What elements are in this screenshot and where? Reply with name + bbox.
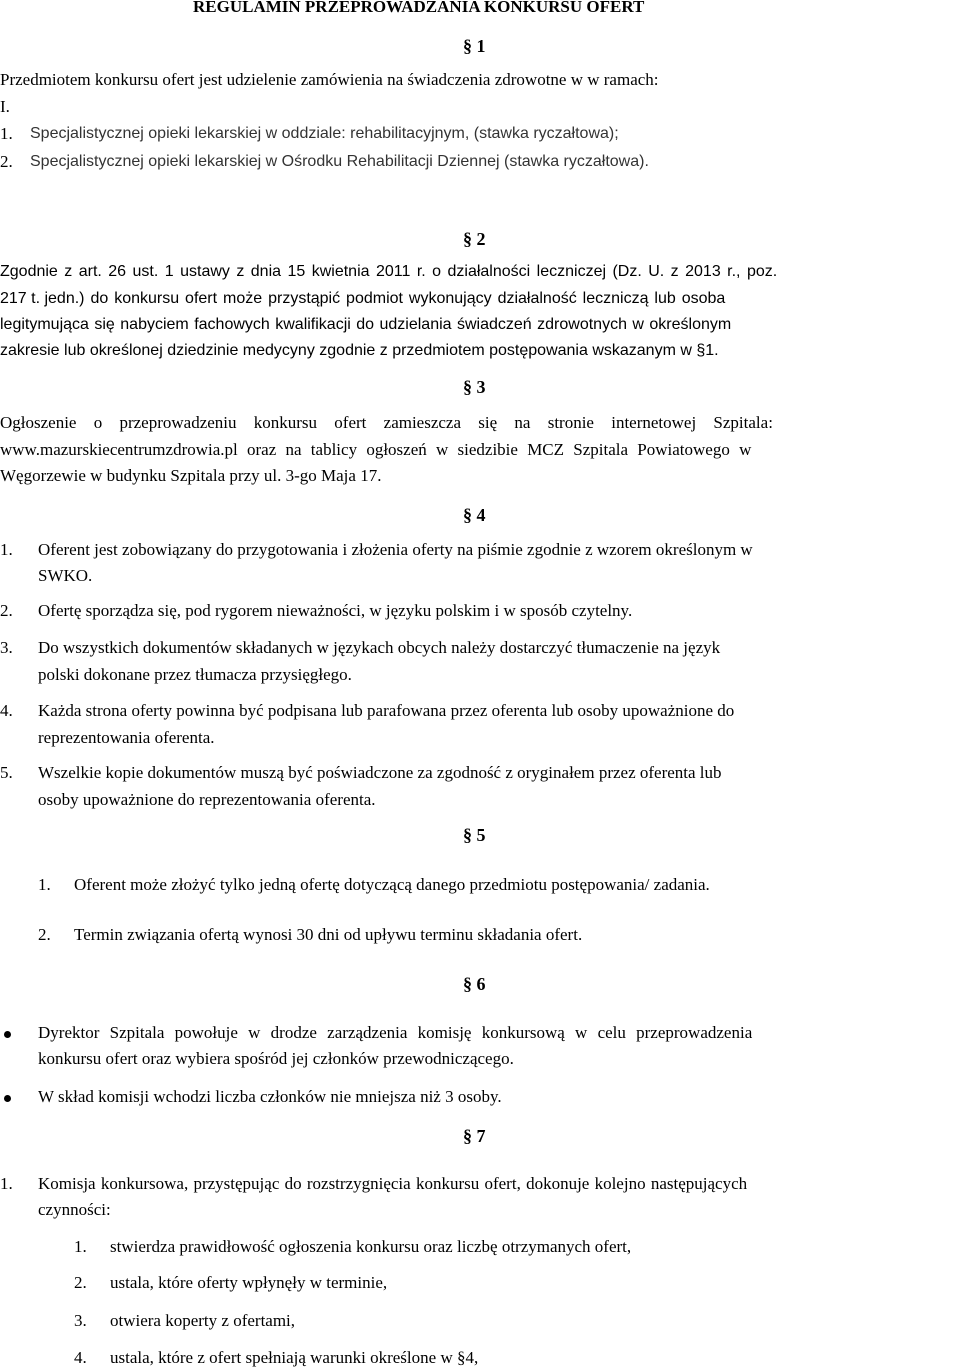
section-3-line: www.mazurskiecentrumzdrowia.pl oraz na tablicy ogłoszeń w siedzibie MCZ Szpitala Powiatowego w bbox=[0, 440, 752, 459]
section-2-citation: 217 t. jedn. bbox=[0, 290, 80, 307]
section-1-heading: § 1 bbox=[463, 36, 486, 56]
section-1-item: Specjalistycznej opieki lekarskiej w Ośrodku Rehabilitacji Dziennej (stawka ryczałtowa). bbox=[30, 153, 649, 170]
section-4-item: Wszelkie kopie dokumentów muszą być poświadczone za zgodność z oryginałem przez oferenta lub bbox=[38, 763, 722, 782]
section-7-intro: Komisja konkursowa, przystępując do rozstrzygnięcia konkursu ofert, dokonuje kolejno następujących bbox=[38, 1174, 748, 1193]
section-1-item: Specjalistycznej opieki lekarskiej w oddziale: rehabilitacyjnym, (stawka ryczałtowa); bbox=[30, 125, 619, 142]
section-4-item-num: 4. bbox=[0, 701, 13, 720]
section-2-line bbox=[0, 289, 725, 309]
section-7-intro-num: 1. bbox=[0, 1174, 13, 1193]
section-6-bullet-line: konkursu ofert oraz wybiera spośród jej członków przewodniczącego. bbox=[38, 1049, 514, 1068]
section-4-item: osoby upoważnione do reprezentowania oferenta. bbox=[38, 790, 376, 809]
section-2-line: Zgodnie z art. 26 ust. 1 ustawy z dnia 15 kwietnia 2011 r. o działalności leczniczej (Dz. U. z 2013 r., poz. bbox=[0, 263, 778, 280]
section-2-line: zakresie lub określonej dziedzinie medycyny zgodnie z przedmiotem postępowania wskazanym w §1. bbox=[0, 342, 719, 359]
section-7-item: stwierdza prawidłowość ogłoszenia konkursu oraz liczbę otrzymanych ofert, bbox=[110, 1237, 632, 1256]
section-4-heading: § 4 bbox=[463, 505, 486, 525]
section-5-item-num: 2. bbox=[38, 925, 51, 944]
section-7-item: ustala, które oferty wpłynęły w terminie, bbox=[110, 1273, 388, 1292]
section-3-line: Ogłoszenie o przeprowadzeniu konkursu ofert zamieszcza się na stronie internetowej Szpitala: bbox=[0, 413, 773, 432]
section-1-item-num: 1. bbox=[0, 124, 13, 143]
section-5-item: Termin związania ofertą wynosi 30 dni od upływu terminu składania ofert. bbox=[74, 925, 583, 944]
section-4-item: Do wszystkich dokumentów składanych w językach obcych należy dostarczyć tłumaczenie na język bbox=[38, 638, 721, 657]
section-7-item-num: 2. bbox=[74, 1273, 87, 1292]
section-4-item-num: 3. bbox=[0, 638, 13, 657]
section-4-item-num: 5. bbox=[0, 763, 13, 782]
section-5-item: Oferent może złożyć tylko jedną ofertę dotyczącą danego przedmiotu postępowania/ zadania. bbox=[74, 875, 710, 894]
section-2-line: legitymująca się nabyciem fachowych kwalifikacji do udzielania świadczeń zdrowotnych w określonym bbox=[0, 316, 732, 333]
section-7-item-num: 3. bbox=[74, 1311, 87, 1330]
section-4-item: polski dokonane przez tłumacza przysięgłego. bbox=[38, 665, 352, 684]
section-2-heading: § 2 bbox=[463, 229, 486, 249]
section-4-item: SWKO. bbox=[38, 566, 93, 585]
section-7-item-num: 4. bbox=[74, 1348, 87, 1367]
section-7-heading: § 7 bbox=[463, 1126, 486, 1146]
section-3-line: Węgorzewie w budynku Szpitala przy ul. 3-go Maja 17. bbox=[0, 466, 382, 485]
bullet-icon bbox=[0, 1087, 14, 1113]
section-6-heading: § 6 bbox=[463, 974, 486, 994]
section-6-bullet-line: Dyrektor Szpitala powołuje w drodze zarządzenia komisję konkursową w celu przeprowadzenia bbox=[38, 1023, 753, 1042]
section-1-intro: Przedmiotem konkursu ofert jest udzielenie zamówienia na świadczenia zdrowotne w w ramach: bbox=[0, 70, 659, 89]
section-4-item: reprezentowania oferenta. bbox=[38, 728, 215, 747]
bullet-icon bbox=[0, 1023, 14, 1049]
section-4-item: Oferent jest zobowiązany do przygotowania i złożenia oferty na piśmie zgodnie z wzorem określonym w bbox=[38, 540, 753, 559]
section-5-heading: § 5 bbox=[463, 825, 486, 845]
section-1-roman: I. bbox=[0, 97, 10, 116]
section-4-item: Każda strona oferty powinna być podpisana lub parafowana przez oferenta lub osoby upoważnione do bbox=[38, 701, 735, 720]
section-7-intro: czynności: bbox=[38, 1200, 111, 1219]
section-1-item-num: 2. bbox=[0, 152, 13, 171]
section-2-text: ) do konkursu ofert może przystąpić podmiot wykonujący działalność leczniczą lub osoba bbox=[79, 290, 726, 307]
section-5-item-num: 1. bbox=[38, 875, 51, 894]
document-title: REGULAMIN PRZEPROWADZANIA KONKURSU OFERT bbox=[193, 0, 645, 16]
section-7-item: otwiera koperty z ofertami, bbox=[110, 1311, 296, 1330]
section-4-item: Ofertę sporządza się, pod rygorem nieważności, w języku polskim i w sposób czytelny. bbox=[38, 601, 633, 620]
section-7-item: ustala, które z ofert spełniają warunki określone w §4, bbox=[110, 1348, 479, 1367]
section-7-item-num: 1. bbox=[74, 1237, 87, 1256]
section-3-heading: § 3 bbox=[463, 377, 486, 397]
section-4-item-num: 1. bbox=[0, 540, 13, 559]
section-4-item-num: 2. bbox=[0, 601, 13, 620]
section-6-bullet-line: W skład komisji wchodzi liczba członków nie mniejsza niż 3 osoby. bbox=[38, 1087, 502, 1106]
